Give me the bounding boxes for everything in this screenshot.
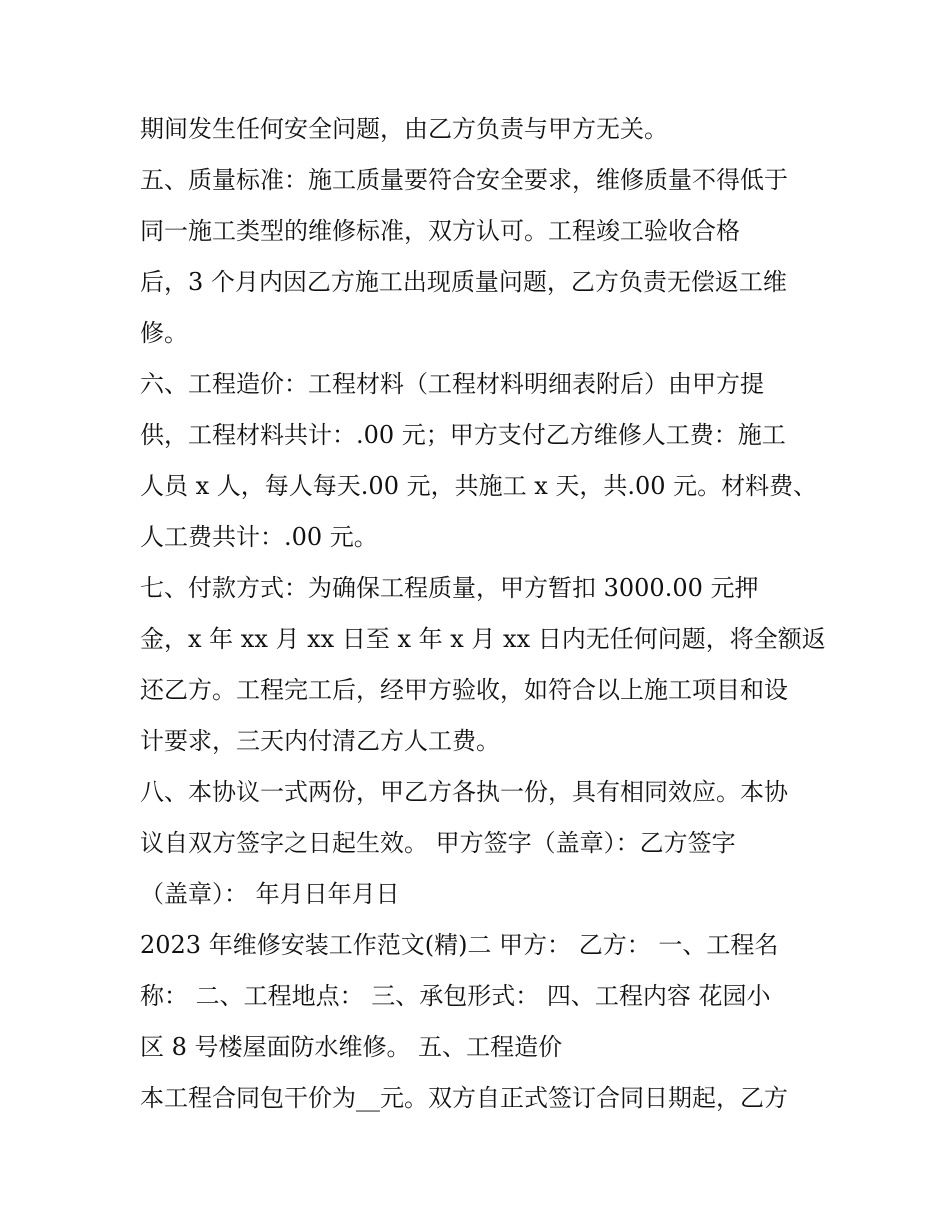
text-line: 2023 年维修安装工作范文(精)二 甲方： 乙方： 一、工程名 — [140, 931, 779, 959]
text-line: 七、付款方式：为确保工程质量，甲方暂扣 3000.00 元押 — [140, 574, 759, 602]
text-line: 后，3 个月内因乙方施工出现质量问题，乙方负责无偿返工维 — [140, 268, 787, 296]
text-line: 议自双方签字之日起生效。 甲方签字（盖章）：乙方签字 — [140, 829, 736, 857]
text-line: 五、质量标准：施工质量要符合安全要求，维修质量不得低于 — [140, 166, 788, 194]
text-line: 计要求，三天内付清乙方人工费。 — [140, 727, 500, 755]
text-line: 金，x 年 xx 月 xx 日至 x 年 x 月 xx 日内无任何问题，将全额返 — [140, 625, 826, 653]
text-line: 六、工程造价：工程材料（工程材料明细表附后）由甲方提 — [140, 370, 764, 398]
text-line: 称： 二、工程地点： 三、承包形式： 四、工程内容 花园小 — [140, 982, 771, 1010]
text-line: 人员 x 人，每人每天.00 元，共施工 x 天，共.00 元。材料费、 — [140, 472, 818, 500]
text-line: 八、本协议一式两份，甲乙方各执一份，具有相同效应。本协 — [140, 778, 788, 806]
text-line: 同一施工类型的维修标准，双方认可。工程竣工验收合格 — [140, 217, 740, 245]
text-line: 本工程合同包干价为__元。双方自正式签订合同日期起，乙方 — [140, 1084, 788, 1112]
text-line: 还乙方。工程完工后，经甲方验收，如符合以上施工项目和设 — [140, 676, 788, 704]
text-line: 供，工程材料共计：.00 元；甲方支付乙方维修人工费：施工 — [140, 421, 786, 449]
text-line: 区 8 号楼屋面防水维修。 五、工程造价 — [140, 1033, 563, 1061]
document-body — [140, 104, 830, 1124]
text-line: 期间发生任何安全问题，由乙方负责与甲方无关。 — [140, 115, 668, 143]
text-line: 修。 — [140, 319, 188, 347]
text-line: （盖章）： 年月日年月日 — [140, 880, 400, 908]
text-line: 人工费共计：.00 元。 — [140, 523, 378, 551]
